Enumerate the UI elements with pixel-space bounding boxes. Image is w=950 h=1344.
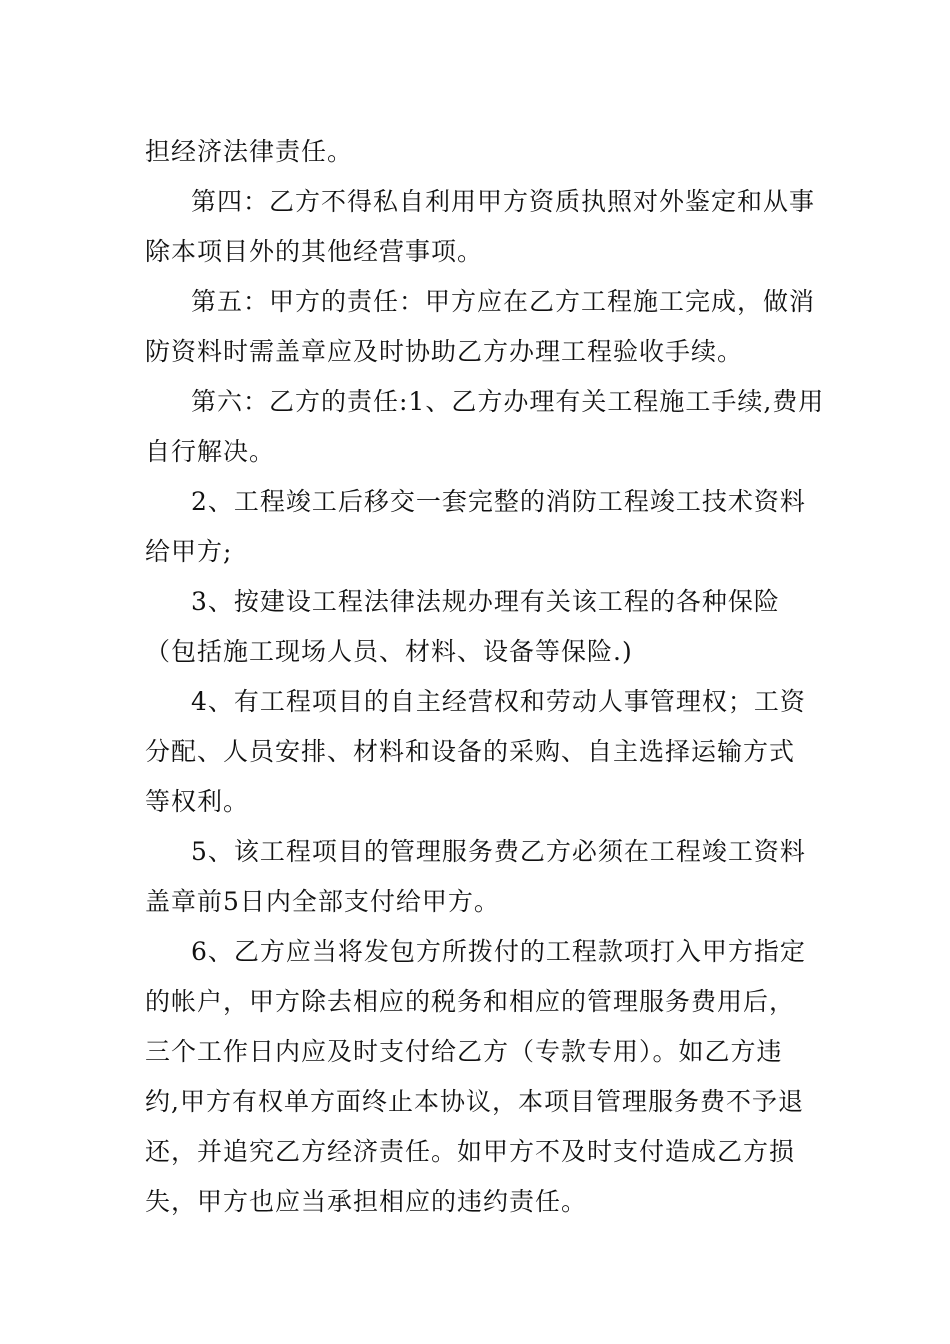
text-line: 6、乙方应当将发包方所拨付的工程款项打入甲方指定: [191, 937, 806, 966]
paragraph-item-2: [145, 477, 810, 577]
paragraph-1: [145, 127, 810, 177]
text-line: 等权利。: [145, 787, 250, 816]
text-line: 三个工作日内应及时支付给乙方（专款专用）。如乙方违: [145, 1037, 783, 1066]
text-line: 还，并追究乙方经济责任。如甲方不及时支付造成乙方损: [145, 1137, 796, 1166]
text-line: （包括施工现场人员、材料、设备等保险.): [145, 637, 633, 666]
paragraph-article-4: [145, 177, 816, 277]
text-line: 2、工程竣工后移交一套完整的消防工程竣工技术资料: [191, 487, 806, 516]
paragraph-article-6: [145, 377, 825, 477]
text-line: 第六：乙方的责任:1、乙方办理有关工程施工手续,费用: [191, 387, 825, 416]
text-line: 约,甲方有权单方面终止本协议，本项目管理服务费不予退: [145, 1087, 804, 1116]
text-line: 第四：乙方不得私自利用甲方资质执照对外鉴定和从事: [191, 187, 816, 216]
text-line: 的帐户，甲方除去相应的税务和相应的管理服务费用后，: [145, 987, 796, 1016]
text-line: 分配、人员安排、材料和设备的采购、自主选择运输方式: [145, 737, 796, 766]
paragraph-article-5: [145, 277, 816, 377]
text-line: 担经济法律责任。: [145, 137, 354, 166]
text-line: 5、该工程项目的管理服务费乙方必须在工程竣工资料: [191, 837, 806, 866]
paragraph-item-5: [145, 827, 810, 927]
text-line: 防资料时需盖章应及时协助乙方办理工程验收手续。: [145, 337, 744, 366]
paragraph-item-3: [145, 577, 810, 677]
text-line: 给甲方;: [145, 537, 233, 566]
document-body: [145, 127, 825, 1227]
text-line: 失，甲方也应当承担相应的违约责任。: [145, 1187, 588, 1216]
text-line: 第五：甲方的责任：甲方应在乙方工程施工完成，做消: [191, 287, 816, 316]
paragraph-item-4: [145, 677, 810, 827]
text-line: 4、有工程项目的自主经营权和劳动人事管理权；工资: [191, 687, 806, 716]
text-line: 盖章前5日内全部支付给甲方。: [145, 887, 500, 916]
paragraph-item-6: [145, 927, 810, 1227]
text-line: 自行解决。: [145, 437, 276, 466]
text-line: 除本项目外的其他经营事项。: [145, 237, 484, 266]
text-line: 3、按建设工程法律法规办理有关该工程的各种保险: [191, 587, 780, 616]
